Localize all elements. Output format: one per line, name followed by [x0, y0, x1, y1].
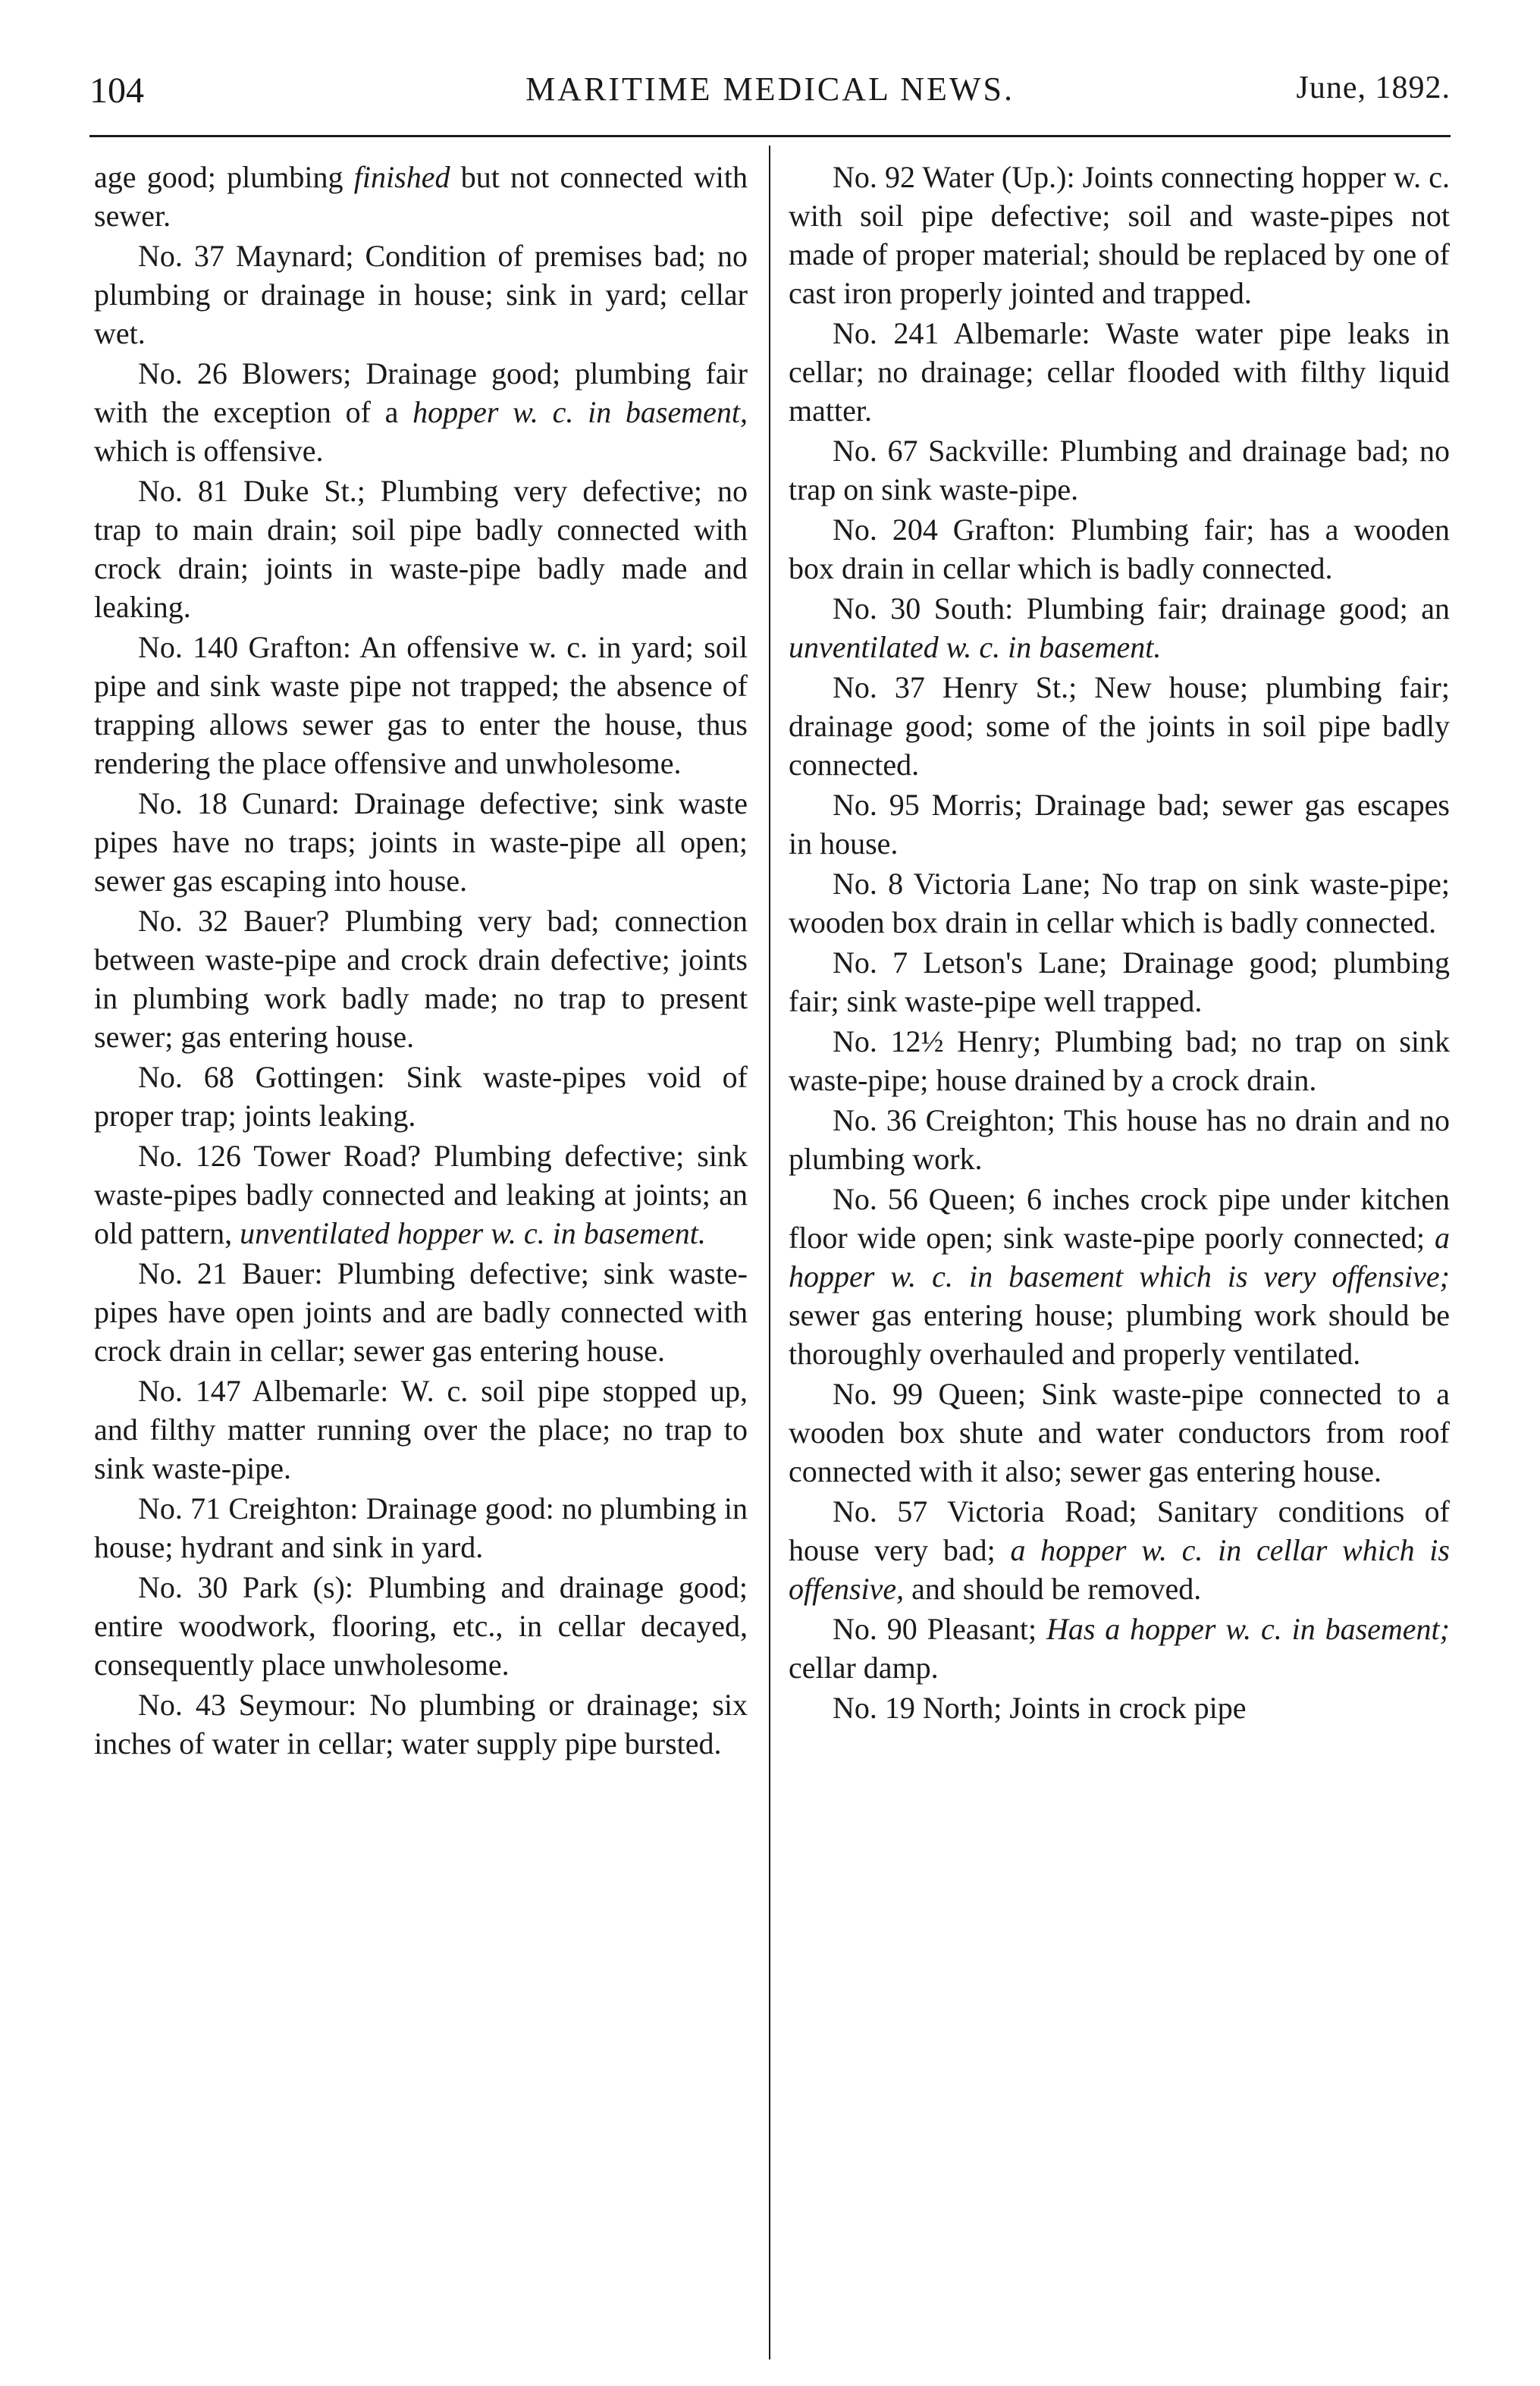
paragraph: [94, 1489, 748, 1566]
left-column: [94, 158, 748, 1764]
italic-text: finished: [353, 160, 450, 194]
text-run: No. 99 Queen; Sink waste-pipe connected to a wooden box shute and water conductors from roof connected with it also; sewer gas entering house.: [789, 1377, 1450, 1488]
italic-text: a hopper w. c. in cellar which is offensive,: [789, 1533, 1450, 1606]
paragraph: [94, 472, 748, 626]
text-run: No. 32 Bauer? Plumbing very bad; connection between waste-pipe and crock drain defective; joints in plumbing work badly made; no trap to present sewer; gas entering house.: [94, 904, 748, 1054]
paragraph: [789, 785, 1450, 863]
paragraph: [94, 1372, 748, 1488]
text-run: No. 12½ Henry; Plumbing bad; no trap on sink waste-pipe; house drained by a crock drain.: [789, 1024, 1450, 1097]
paragraph: [789, 1022, 1450, 1099]
text-run: No. 37 Maynard; Condition of premises bad; no plumbing or drainage in house; sink in yard; cellar wet.: [94, 239, 748, 350]
text-run: cellar damp.: [789, 1651, 939, 1685]
text-run: No. 204 Grafton: Plumbing fair; has a wooden box drain in cellar which is badly connected.: [789, 513, 1450, 585]
text-run: No. 68 Gottingen: Sink waste-pipes void of proper trap; joints leaking.: [94, 1060, 748, 1133]
paragraph: [789, 943, 1450, 1021]
text-run: No. 7 Letson's Lane; Drainage good; plumbing fair; sink waste-pipe well trapped.: [789, 945, 1450, 1018]
text-run: No. 57 Victoria Road; Sanitary conditions of house very bad;: [789, 1494, 1450, 1567]
text-run: No. 81 Duke St.; Plumbing very defective; no trap to main drain; soil pipe badly connected with crock drain; joints in waste-pipe badly made and leaking.: [94, 474, 748, 624]
paragraph: [789, 589, 1450, 666]
text-run: No. 8 Victoria Lane; No trap on sink waste-pipe; wooden box drain in cellar which is badly connected.: [789, 867, 1450, 939]
italic-text: a hopper w. c. in basement which is very offensive;: [789, 1221, 1450, 1293]
paragraph: [94, 1685, 748, 1763]
italic-text: unventilated hopper w. c. in basement.: [240, 1216, 706, 1250]
paragraph: [789, 431, 1450, 509]
text-run: which is offensive.: [94, 434, 324, 468]
paragraph: [789, 158, 1450, 312]
text-run: No. 37 Henry St.; New house; plumbing fair; drainage good; some of the joints in soil pipe badly connected.: [789, 670, 1450, 782]
paragraph: [94, 1058, 748, 1135]
text-run: No. 71 Creighton: Drainage good: no plumbing in house; hydrant and sink in yard.: [94, 1491, 748, 1564]
column-divider: [769, 146, 770, 2359]
text-run: No. 126 Tower Road? Plumbing defective; sink waste-pipes badly connected and leaking at joints; an old pattern,: [94, 1139, 748, 1250]
text-run: No. 36 Creighton; This house has no drain and no plumbing work.: [789, 1103, 1450, 1176]
paragraph: [789, 1101, 1450, 1178]
page-header: [89, 70, 1451, 123]
text-run: No. 241 Albemarle: Waste water pipe leaks in cellar; no drainage; cellar flooded with filthy liquid matter.: [789, 316, 1450, 428]
paragraph: [94, 1568, 748, 1684]
text-run: and should be removed.: [904, 1572, 1202, 1606]
text-run: No. 21 Bauer: Plumbing defective; sink waste-pipes have open joints and are badly connected with crock drain in cellar; sewer gas entering house.: [94, 1256, 748, 1368]
italic-text: hopper w. c. in basement,: [412, 395, 748, 429]
text-run: No. 43 Seymour: No plumbing or drainage; six inches of water in cellar; water supply pipe bursted.: [94, 1688, 748, 1760]
text-run: No. 67 Sackville: Plumbing and drainage bad; no trap on sink waste-pipe.: [789, 434, 1450, 506]
text-run: No. 30 South: Plumbing fair; drainage good; an: [833, 591, 1450, 626]
paragraph: [94, 237, 748, 353]
text-run: No. 30 Park (s): Plumbing and drainage good; entire woodwork, flooring, etc., in cellar decayed, consequently place unwholesome.: [94, 1570, 748, 1682]
paragraph: [94, 158, 748, 235]
paragraph: [94, 901, 748, 1056]
paragraph: [94, 354, 748, 470]
page-number: 104: [89, 71, 144, 111]
paragraph: [94, 628, 748, 782]
paragraph: [789, 1610, 1450, 1687]
text-run: No. 95 Morris; Drainage bad; sewer gas escapes in house.: [789, 788, 1450, 861]
text-run: No. 56 Queen; 6 inches crock pipe under kitchen floor wide open; sink waste-pipe poorly connected;: [789, 1182, 1450, 1255]
text-run: sewer gas entering house; plumbing work should be thoroughly overhauled and properly ventilated.: [789, 1298, 1450, 1371]
italic-text: unventilated w. c. in basement.: [789, 630, 1162, 664]
text-run: No. 18 Cunard: Drainage defective; sink waste pipes have no traps; joints in waste-pipe all open; sewer gas escaping into house.: [94, 786, 748, 898]
paragraph: [789, 510, 1450, 588]
paragraph: [94, 784, 748, 900]
paragraph: [789, 314, 1450, 430]
paragraph: [789, 668, 1450, 784]
text-run: but not connected with sewer.: [94, 160, 748, 233]
italic-text: Has a hopper w. c. in basement;: [1046, 1612, 1450, 1646]
right-column: [789, 158, 1450, 1729]
header-rule: [89, 135, 1451, 137]
paragraph: [789, 1375, 1450, 1491]
paragraph: [789, 864, 1450, 942]
text-run: No. 19 North; Joints in crock pipe: [833, 1691, 1247, 1725]
text-run: age good; plumbing: [94, 160, 354, 194]
paragraph: [94, 1137, 748, 1253]
text-run: No. 26 Blowers; Drainage good; plumbing fair with the exception of a: [94, 356, 748, 429]
paragraph: [789, 1180, 1450, 1373]
paragraph: [789, 1492, 1450, 1608]
text-run: No. 92 Water (Up.): Joints connecting hopper w. c. with soil pipe defective; soil and waste-pipes not made of proper material; should be replaced by one of cast iron properly jointed and trapped.: [789, 160, 1450, 310]
running-title: MARITIME MEDICAL NEWS.: [525, 71, 1015, 108]
paragraph: [789, 1688, 1450, 1727]
paragraph: [94, 1254, 748, 1370]
issue-date: June, 1892.: [1296, 71, 1451, 105]
text-run: No. 147 Albemarle: W. c. soil pipe stopped up, and filthy matter running over the place; no trap to sink waste-pipe.: [94, 1374, 748, 1485]
text-run: No. 140 Grafton: An offensive w. c. in yard; soil pipe and sink waste pipe not trapped; the absence of trapping allows sewer gas to enter the house, thus rendering the place offensive and unwholesome.: [94, 630, 748, 780]
text-run: No. 90 Pleasant;: [833, 1612, 1046, 1646]
